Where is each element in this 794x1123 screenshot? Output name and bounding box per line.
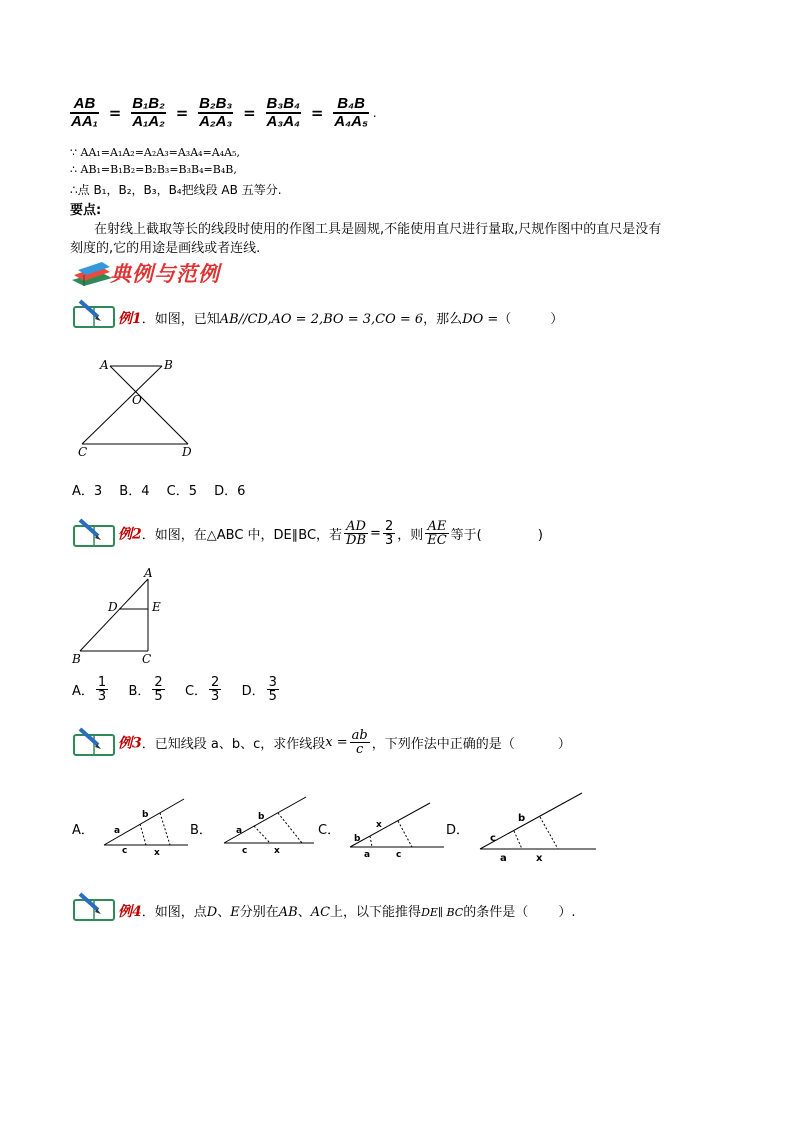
svg-text:a: a [114, 826, 121, 836]
fraction-2-3: $\frac{2}{3}$ [384, 519, 394, 548]
option-b-letter: B． [190, 823, 212, 838]
example-1-text: ．如图，已知 [141, 312, 220, 327]
svg-text:x: x [376, 820, 382, 830]
fraction-ab-c: $\frac{ab}{c}$ [351, 728, 368, 757]
choice-fraction: $\frac{2}{5}$ [154, 675, 163, 704]
example-2-figure [70, 565, 170, 669]
example-1-blank: （ ） [498, 312, 564, 327]
notebook-pen-icon [72, 892, 116, 922]
books-icon [70, 260, 114, 288]
ratio-fraction: $\frac{\text{B₁B₂}}{\text{A₁A₂}}$ [132, 95, 165, 130]
section-banner [70, 258, 260, 286]
choice-fraction: $\frac{1}{3}$ [97, 675, 107, 704]
option-c-diagram [348, 795, 448, 861]
example-1-label: 例1 [118, 311, 142, 327]
svg-text:c: c [396, 850, 402, 860]
svg-text:c: c [242, 846, 248, 856]
example-1-choices: A．3 B．4 C．5 D．6 [72, 484, 246, 499]
example-1-text-mid: ，那么 [423, 312, 463, 327]
svg-text:c: c [490, 833, 496, 844]
key-points-title: 要点: [70, 203, 102, 218]
example-1-formula-2: DO = [462, 312, 499, 327]
svg-text:a: a [236, 826, 243, 836]
proof-line-3: ∴点 B₁，B₂，B₃，B₄把线段 AB 五等分. [70, 183, 282, 197]
example-4-label: 例4 [118, 904, 142, 920]
notebook-pen-icon [72, 518, 116, 548]
choice-fraction: $\frac{3}{5}$ [268, 675, 277, 704]
figure-label-B: B [72, 652, 81, 666]
example-3-options [72, 795, 612, 865]
example-3-text: ．已知线段 a、b、c，求作线段 [141, 737, 326, 752]
example-1-figure [70, 352, 200, 462]
figure-label-A: A [144, 566, 153, 580]
figure-label-B: B [164, 358, 173, 372]
option-b-diagram [222, 795, 318, 857]
figure-label-C: C [78, 445, 88, 459]
notebook-pen-icon [72, 299, 116, 329]
option-a-letter: A． [72, 823, 94, 838]
ratio-fraction: $\frac{\text{B₂B₃}}{\text{A₂A₃}}$ [199, 95, 233, 130]
example-2-choices: A． $\frac{1}{3}$ B． $\frac{2}{5}$ C． $\frac{2}{3}$ D． $\frac{3}{5}$ [72, 675, 277, 704]
figure-label-D: D [108, 600, 118, 614]
ratio-equation: $\frac{AB}{\text{AA₁}}$ = $\frac{\text{B₁B₂}}{\text{A₁A₂}}$ = $\frac{\text{B₂B₃}}{\text{A₂A₃}}$ = $\frac{\text{B₃B₄}}{\text{A₃A₄}}$ = $\frac{\text{B₄B}}{\text{A₄A₅}}$ . [71, 95, 377, 130]
svg-text:b: b [354, 834, 361, 844]
proof-line-2: ∴ AB₁=B₁B₂=B₂B₃=B₃B₄=B₄B, [70, 163, 237, 176]
figure-label-C: C [142, 652, 152, 666]
ratio-fraction: $\frac{AB}{\text{AA₁}}$ [71, 95, 98, 130]
svg-text:b: b [142, 810, 149, 820]
option-a-diagram [102, 795, 192, 857]
key-points-text-1: 在射线上截取等长的线段时使用的作图工具是圆规,不能使用直尺进行量取,尺规作图中的直尺是没有 [94, 222, 662, 237]
option-c-letter: C． [318, 823, 341, 838]
example-2-text: ．如图，在△ABC 中，DE∥BC，若 [141, 528, 343, 543]
notebook-pen-icon [72, 727, 116, 757]
proof-line-1: ∵ AA₁=A₁A₂=A₂A₃=A₃A₄=A₄A₅, [70, 146, 240, 159]
section-banner-title: 典例与范例 [110, 261, 220, 286]
example-2-blank: 等于( ) [450, 528, 543, 543]
ratio-fraction: $\frac{\text{B₄B}}{\text{A₄A₅}}$ [334, 95, 368, 130]
choice-fraction: $\frac{2}{3}$ [211, 675, 220, 704]
example-2-label: 例2 [118, 526, 142, 543]
svg-text:a: a [364, 850, 371, 860]
svg-text:x: x [536, 853, 543, 863]
example-4-blank: 的条件是（ ）. [463, 905, 576, 920]
example-1-formula: AB//CD,AO = 2,BO = 3,CO = 6 [219, 312, 424, 327]
svg-text:b: b [518, 813, 526, 824]
option-d-diagram [478, 791, 602, 863]
example-3-blank: ，下列作法中正确的是（ ） [371, 737, 571, 752]
svg-text:b: b [258, 812, 265, 822]
example-4-text: ．如图，点 [141, 905, 207, 920]
option-d-letter: D． [446, 823, 470, 838]
svg-text:a: a [500, 853, 507, 863]
fraction-ad-db: $\frac{AD}{DB}$ [346, 519, 367, 548]
svg-text:c: c [122, 846, 128, 856]
example-3-label: 例3 [118, 735, 142, 752]
svg-text:x: x [274, 846, 280, 856]
ratio-fraction: $\frac{\text{B₃B₄}}{\text{A₃A₄}}$ [266, 95, 301, 130]
fraction-ae-ec: $\frac{AE}{EC}$ [427, 519, 447, 548]
svg-text:x: x [154, 848, 160, 857]
figure-label-D: D [182, 445, 192, 459]
figure-label-A: A [100, 358, 109, 372]
figure-label-O: O [132, 393, 142, 407]
key-points-text-2: 刻度的,它的用途是画线或者连线. [70, 241, 261, 256]
figure-label-E: E [152, 600, 161, 614]
